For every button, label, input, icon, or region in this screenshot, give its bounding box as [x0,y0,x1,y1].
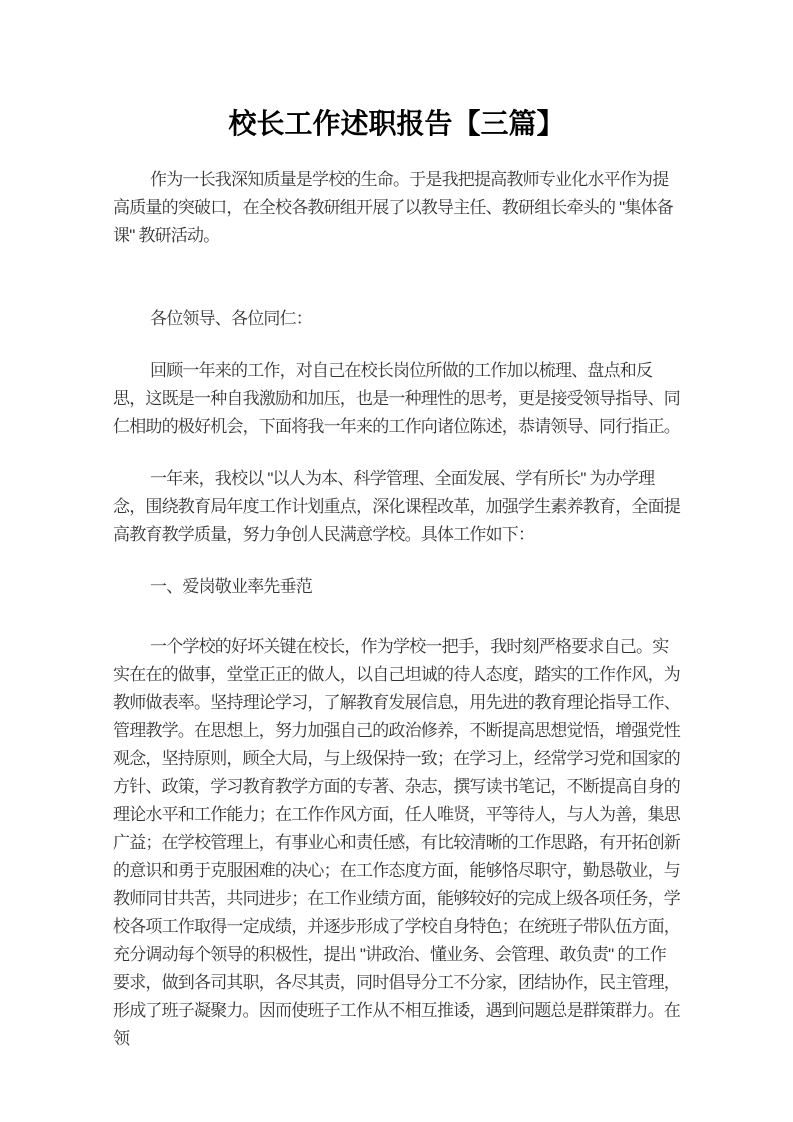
intro-paragraph: 作为一长我深知质量是学校的生命。于是我把提高教师专业化水平作为提高质量的突破口，在全校各教研组开展了以教导主任、教研组长牵头的 "集体备课" 教研活动。 [113,170,673,245]
philosophy-paragraph: 一年来，我校以 "以人为本、科学管理、全面发展、学有所长" 为办学理念，围绕教育局年度工作计划重点，深化课程改革，加强学生素养教育，全面提高教育教学质量，努力争创人民满意学校。具体工作如下： [113,469,680,544]
document-title: 校长工作述职报告【三篇】 [228,108,565,139]
section-1-body: 一个学校的好坏关键在校长，作为学校一把手，我时刻严格要求自己。实实在在的做事，堂堂正正的做人，以自己坦诚的待人态度，踏实的工作作风，为教师做表率。坚持理论学习，了解教育发展信息，用先进的教育理论指导工作、管理教学。在思想上，努力加强自己的政治修养，不断提高思想觉悟，增强党性观念，坚持原则，顾全大局，与上级保持一致；在学习上，经常学习党和国家的方针、政策，学习教育教学方面的专著、杂志，撰写读书笔记，不断提高自身的理论水平和工作能力；在工作作风方面，任人唯贤，平等待人，与人为善，集思广益；在学校管理上，有事业心和责任感，有比较清晰的工作思路，有开拓创新的意识和勇于克服困难的决心；在工作态度方面，能够恪尽职守，勤恳敬业，与教师同甘共苦，共同进步；在工作业绩方面，能够较好的完成上级各项任务，学校各项工作取得一定成绩，并逐步形成了学校自身特色；在统班子带队伍方面，充分调动每个领导的积极性，提出 "讲政治、懂业务、会管理、敢负责" 的工作要求，做到各司其职，各尽其责，同时倡导分工不分家，团结协作，民主管理，形成了班子凝聚力。因而使班子工作从不相互推诿，遇到问题总是群策群力。在领 [113,637,680,1048]
section-1-heading: 一、爱岗敬业率先垂范 [150,577,312,596]
review-paragraph: 回顾一年来的工作，对自己在校长岗位所做的工作加以梳理、盘点和反思，这既是一种自我激励和加压，也是一种理性的思考，更是接受领导指导、同仁相助的极好机会，下面将我一年来的工作向诸位陈述，恭请领导、同行指正。 [113,361,680,436]
greeting-line: 各位领导、各位同仁： [150,309,312,328]
